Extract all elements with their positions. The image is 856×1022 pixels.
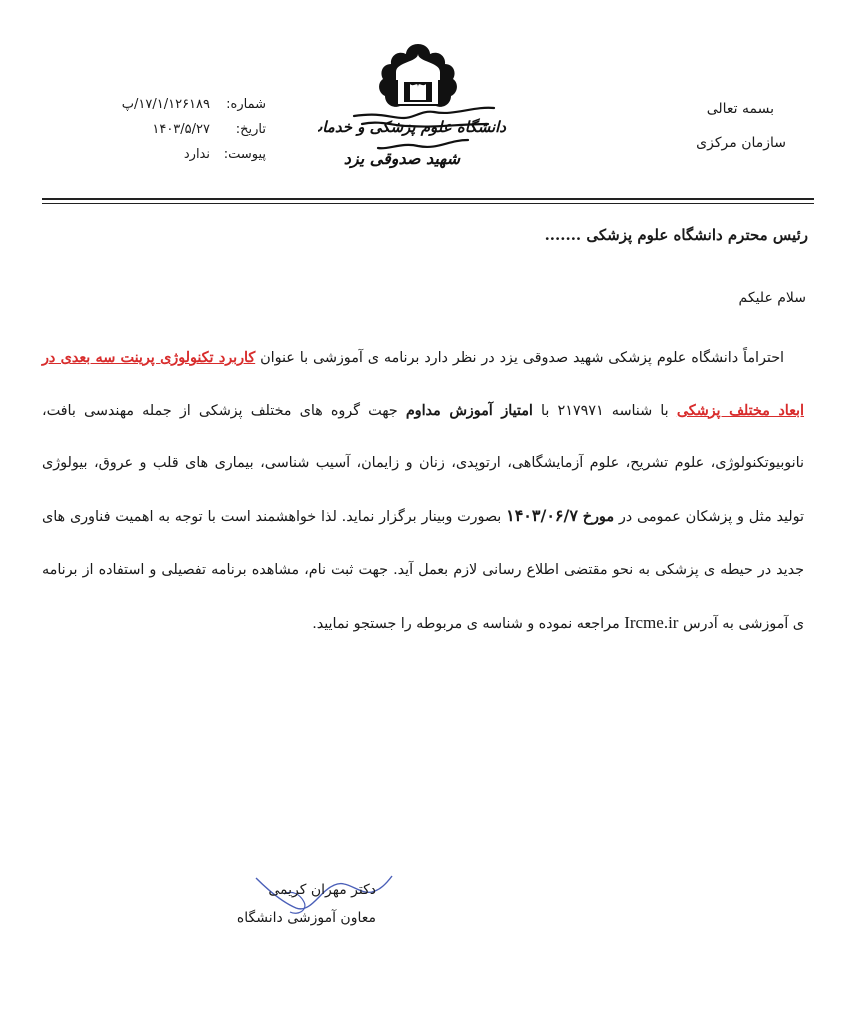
header-top-right — [616, 92, 786, 160]
attachment-value: ندارد — [183, 147, 210, 162]
university-logo — [318, 40, 518, 190]
body-part-5: مراجعه نموده و شناسه ی مربوطه را جستجو نمایید. — [312, 615, 620, 632]
header-divider-thick — [42, 198, 814, 200]
salutation: رئیس محترم دانشگاه علوم پزشکی ....... — [544, 226, 808, 244]
number-label: شماره: — [226, 97, 266, 112]
logo-line-2: شهید صدوقی یزد — [343, 149, 460, 168]
body-part-4: بصورت وبینار برگزار نماید. لذا خواهشمند است با توجه به اهمیت فناوری های جدید در حیطه ی پزشکی به نحو مقتضی اطلاع رسانی لازم بعمل آید. جهت ثبت نام، مشاهده برنامه تفصیلی و استفاده از برنامه ی آموزشی به آدرس — [42, 509, 804, 632]
signer-title: معاون آموزشی دانشگاه — [236, 910, 376, 926]
logo-line-1: دانشگاه علوم پزشکی و خدما — [322, 118, 506, 136]
meta-number-row — [96, 92, 266, 117]
body-part-3: جهت گروه های مختلف پزشکی از جمله مهندسی بافت، نانوبیوتکنولوژی، علوم تشریح، علوم آزمایشگاهی، ارتوپدی، زنان و زایمان، آسیب شناسی، بیماری های قلب و عروق، بیولوژی تولید مثل و پزشکان عمومی در — [42, 402, 805, 526]
date-word: مورخ — [582, 509, 614, 526]
date-value: ۱۴۰۳/۵/۲۷ — [152, 122, 210, 137]
body-part-2: با شناسه ۲۱۷۹۷۱ با — [541, 402, 669, 419]
meta-date-row — [96, 117, 266, 142]
bismillah-text: بسمه تعالی — [706, 101, 774, 117]
date-label: تاریخ: — [235, 122, 266, 137]
event-date: ۱۴۰۳/۰۶/۷ — [506, 506, 578, 526]
signer-name: دکتر مهران کریمی — [268, 882, 376, 898]
signer-block — [176, 876, 376, 932]
credit-type: امتیاز آموزش مداوم — [405, 402, 533, 419]
website-link[interactable]: Ircme.ir — [624, 612, 679, 632]
letter-meta — [96, 92, 266, 167]
central-org-text: سازمان مرکزی — [696, 135, 786, 151]
university-emblem-icon — [318, 40, 518, 190]
header-divider-thin — [42, 203, 814, 204]
attachment-label: پیوست: — [223, 147, 266, 162]
letter-body — [42, 332, 804, 650]
program-title: کاربرد تکنولوژی پرینت سه بعدی در ابعاد مختلف پزشکی — [42, 350, 805, 419]
body-part-1: احتراماً دانشگاه علوم پزشکی شهید صدوقی یزد در نظر دارد برنامه ی آموزشی با عنوان — [260, 350, 785, 366]
number-value: ۱۷/۱/۱۲۶۱۸۹/پ — [121, 97, 210, 112]
greeting: سلام علیکم — [738, 290, 806, 306]
meta-attachment-row — [96, 142, 266, 167]
